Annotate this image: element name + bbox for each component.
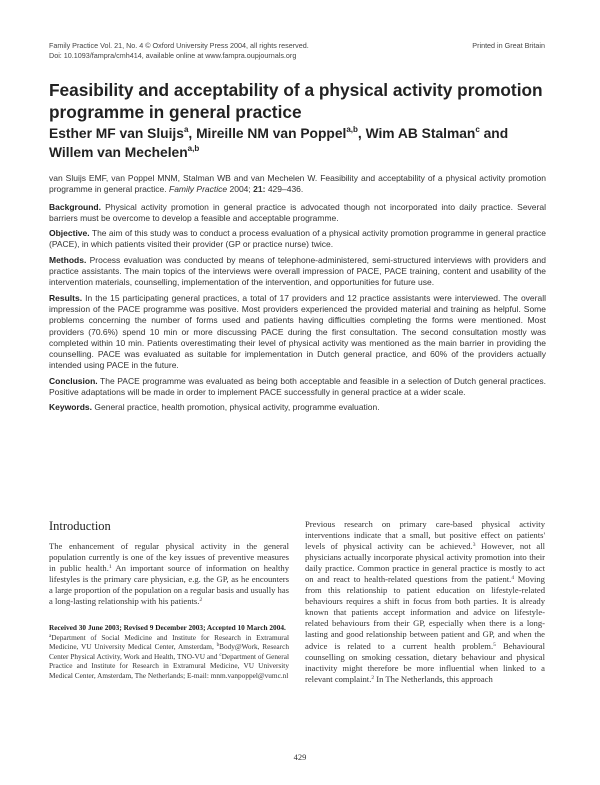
doi-line: Doi: 10.1093/fampra/cmh414, available online at www.fampra.oupjournals.org bbox=[49, 51, 297, 60]
author-affiliation-mark: a bbox=[183, 125, 189, 134]
intro-paragraph bbox=[305, 519, 545, 685]
body-text: However, not all physicians actually incorporate physical activity promotion into their daily practice. Common practice in general practice is mostly to act on and react to health-related questions from the patient. bbox=[305, 541, 545, 585]
abstract-label: Results. bbox=[49, 292, 83, 303]
left-column bbox=[49, 519, 289, 680]
received-footnote bbox=[49, 623, 289, 680]
body-text: The enhancement of regular physical activity in the general population currently is one of the key issues of preventive measures in public health. bbox=[49, 541, 289, 574]
page-number: 429 bbox=[293, 752, 307, 762]
body-text: Previous research on primary care-based physical activity interventions indicate that a small, but positive effect on patients' levels of physical activity can be achieved. bbox=[305, 519, 545, 552]
citation-year: 2004; bbox=[229, 184, 251, 195]
journal-header bbox=[49, 41, 545, 61]
abstract-text: In the 15 participating general practices, a total of 17 providers and 12 practice assistants were interviewed. The overall impression of the PACE programme was positive. Most providers experienced the provided material and training as helpful. Some problems concerning the number of forms used and patients having difficulties completing the forms were mentioned. Most providers (70.6%) spend 10 min or more discussing PACE during the first consultation. The second consultation mostly was completed within 10 min. Patients overestimating their level of physical activity was mentioned as the main barrier in providing the counselling. PACE was evaluated as suitable for implementation in Dutch general practice, and 60% of the providers actually intended using PACE in the future. bbox=[49, 292, 546, 371]
abstract-text: The aim of this study was to conduct a process evaluation of a physical activity promotion programme in general practice (PACE), in which patients visited their provider (GP or practice nurse) twice. bbox=[49, 228, 546, 250]
body-text: An important source of information on healthy lifestyles is the primary care physician, e.g. the GP, as he encounters a large proportion of the population on a regular basis and usually has a long-lasting relationship with his patients. bbox=[49, 563, 290, 607]
affiliation-b: Body@Work, Research Center Physical Activity, Work and Health, TNO-VU and bbox=[49, 642, 289, 661]
author-affiliation-mark: c bbox=[475, 125, 480, 134]
aff-mark: a bbox=[49, 633, 52, 639]
abstract-label: Keywords. bbox=[49, 402, 92, 413]
abstract-results bbox=[49, 293, 546, 372]
reference-mark: 2 bbox=[371, 674, 375, 681]
aff-mark: b bbox=[216, 643, 220, 649]
author-separator: , bbox=[188, 126, 197, 141]
affiliation-a: Department of Social Medicine and Institute for Research in Extramural Medicine, VU University Medical Center, Amsterdam, bbox=[49, 632, 289, 652]
reference-mark: 5 bbox=[493, 641, 496, 648]
aff-mark: c bbox=[219, 652, 222, 658]
printed-line: Printed in Great Britain bbox=[472, 41, 545, 50]
reference-mark: 4 bbox=[511, 575, 515, 582]
author-separator: and bbox=[479, 126, 509, 141]
abstract-keywords bbox=[49, 402, 546, 413]
body-text: Behavioural counselling on smoking cessation, dietary behaviour and physical inactivity might therefore be more influential when linked to a relevant complaint. bbox=[305, 640, 545, 684]
author-name: Willem van Mechelen bbox=[49, 145, 188, 160]
affiliations bbox=[49, 633, 289, 681]
author-affiliation-mark: a,b bbox=[187, 144, 200, 153]
reference-mark: 2 bbox=[199, 597, 203, 604]
reference-mark: 3 bbox=[472, 542, 476, 549]
abstract-label: Background. bbox=[49, 201, 101, 212]
citation-journal: Family Practice bbox=[169, 184, 228, 195]
author-name: Wim AB Stalman bbox=[365, 126, 476, 141]
journal-line: Family Practice Vol. 21, No. 4 © Oxford University Press 2004, all rights reserved. bbox=[49, 41, 309, 50]
citation-pages: 429–436. bbox=[267, 184, 304, 195]
abstract-text: Physical activity promotion in general practice is advocated though not incorporated into daily practice. Several barriers must be overcome to develop a feasible and acceptable programme. bbox=[49, 201, 546, 223]
author-name: Esther MF van Sluijs bbox=[49, 126, 184, 141]
abstract-objective bbox=[49, 228, 546, 251]
article-title: Feasibility and acceptability of a physical activity promotion programme in general practice bbox=[49, 80, 543, 122]
body-text: Moving from this relationship to patient education on lifestyle-related behaviours requires a shift in focus from both parties. It is already known that patients accept information and advice on lifestyle-related behaviours from their GP, especially when there is a long-lasting and good relationship between patient and GP, and when the advice is related to a current health problem. bbox=[305, 574, 545, 651]
author-affiliation-mark: a,b bbox=[346, 125, 358, 134]
abstract-label: Objective. bbox=[49, 228, 90, 239]
abstract-label: Conclusion. bbox=[49, 375, 98, 386]
reference-mark: 1 bbox=[108, 564, 112, 571]
abstract-text: Process evaluation was conducted by means of telephone-administered, semi-structured interviews with providers and practice assistants. The main topics of the interviews were overall impression of PACE, PACE training, content and usability of the intervention materials, counselling, implementation of the intervention, and opportunities for future use. bbox=[49, 254, 546, 288]
affiliation-c: Department of General Practice and Institute for Research in Extramural Medicine, VU University Medical Center, Amsterdam, The Netherlands; E-mail: mnm.vanpoppel@vumc.nl bbox=[49, 651, 289, 680]
citation bbox=[49, 173, 546, 196]
abstract-text: The PACE programme was evaluated as being both acceptable and feasible in a selection of Dutch general practices. Positive adaptations will be made in order to implement PACE successfully in general practice at a wider scale. bbox=[49, 375, 546, 398]
intro-paragraph bbox=[49, 541, 289, 607]
abstract-methods bbox=[49, 255, 546, 289]
citation-text: van Sluijs EMF, van Poppel MNM, Stalman WB and van Mechelen W. Feasibility and acceptability of a physical activity promotion programme in general practice. bbox=[49, 173, 546, 195]
citation-volume: 21: bbox=[253, 184, 266, 195]
abstract-conclusion bbox=[49, 376, 546, 399]
abstract-label: Methods. bbox=[49, 254, 87, 265]
author-separator: , bbox=[357, 126, 366, 141]
received-dates: Received 30 June 2003; Revised 9 December 2003; Accepted 10 March 2004. bbox=[49, 623, 286, 633]
abstract-text: General practice, health promotion, physical activity, programme evaluation. bbox=[94, 402, 380, 413]
section-heading-introduction: Introduction bbox=[49, 519, 111, 533]
right-column bbox=[305, 519, 545, 685]
author-list bbox=[49, 124, 549, 162]
abstract-background bbox=[49, 202, 546, 225]
author-name: Mireille NM van Poppel bbox=[196, 126, 347, 141]
body-text: In The Netherlands, this approach bbox=[374, 673, 493, 684]
abstract bbox=[49, 173, 546, 418]
